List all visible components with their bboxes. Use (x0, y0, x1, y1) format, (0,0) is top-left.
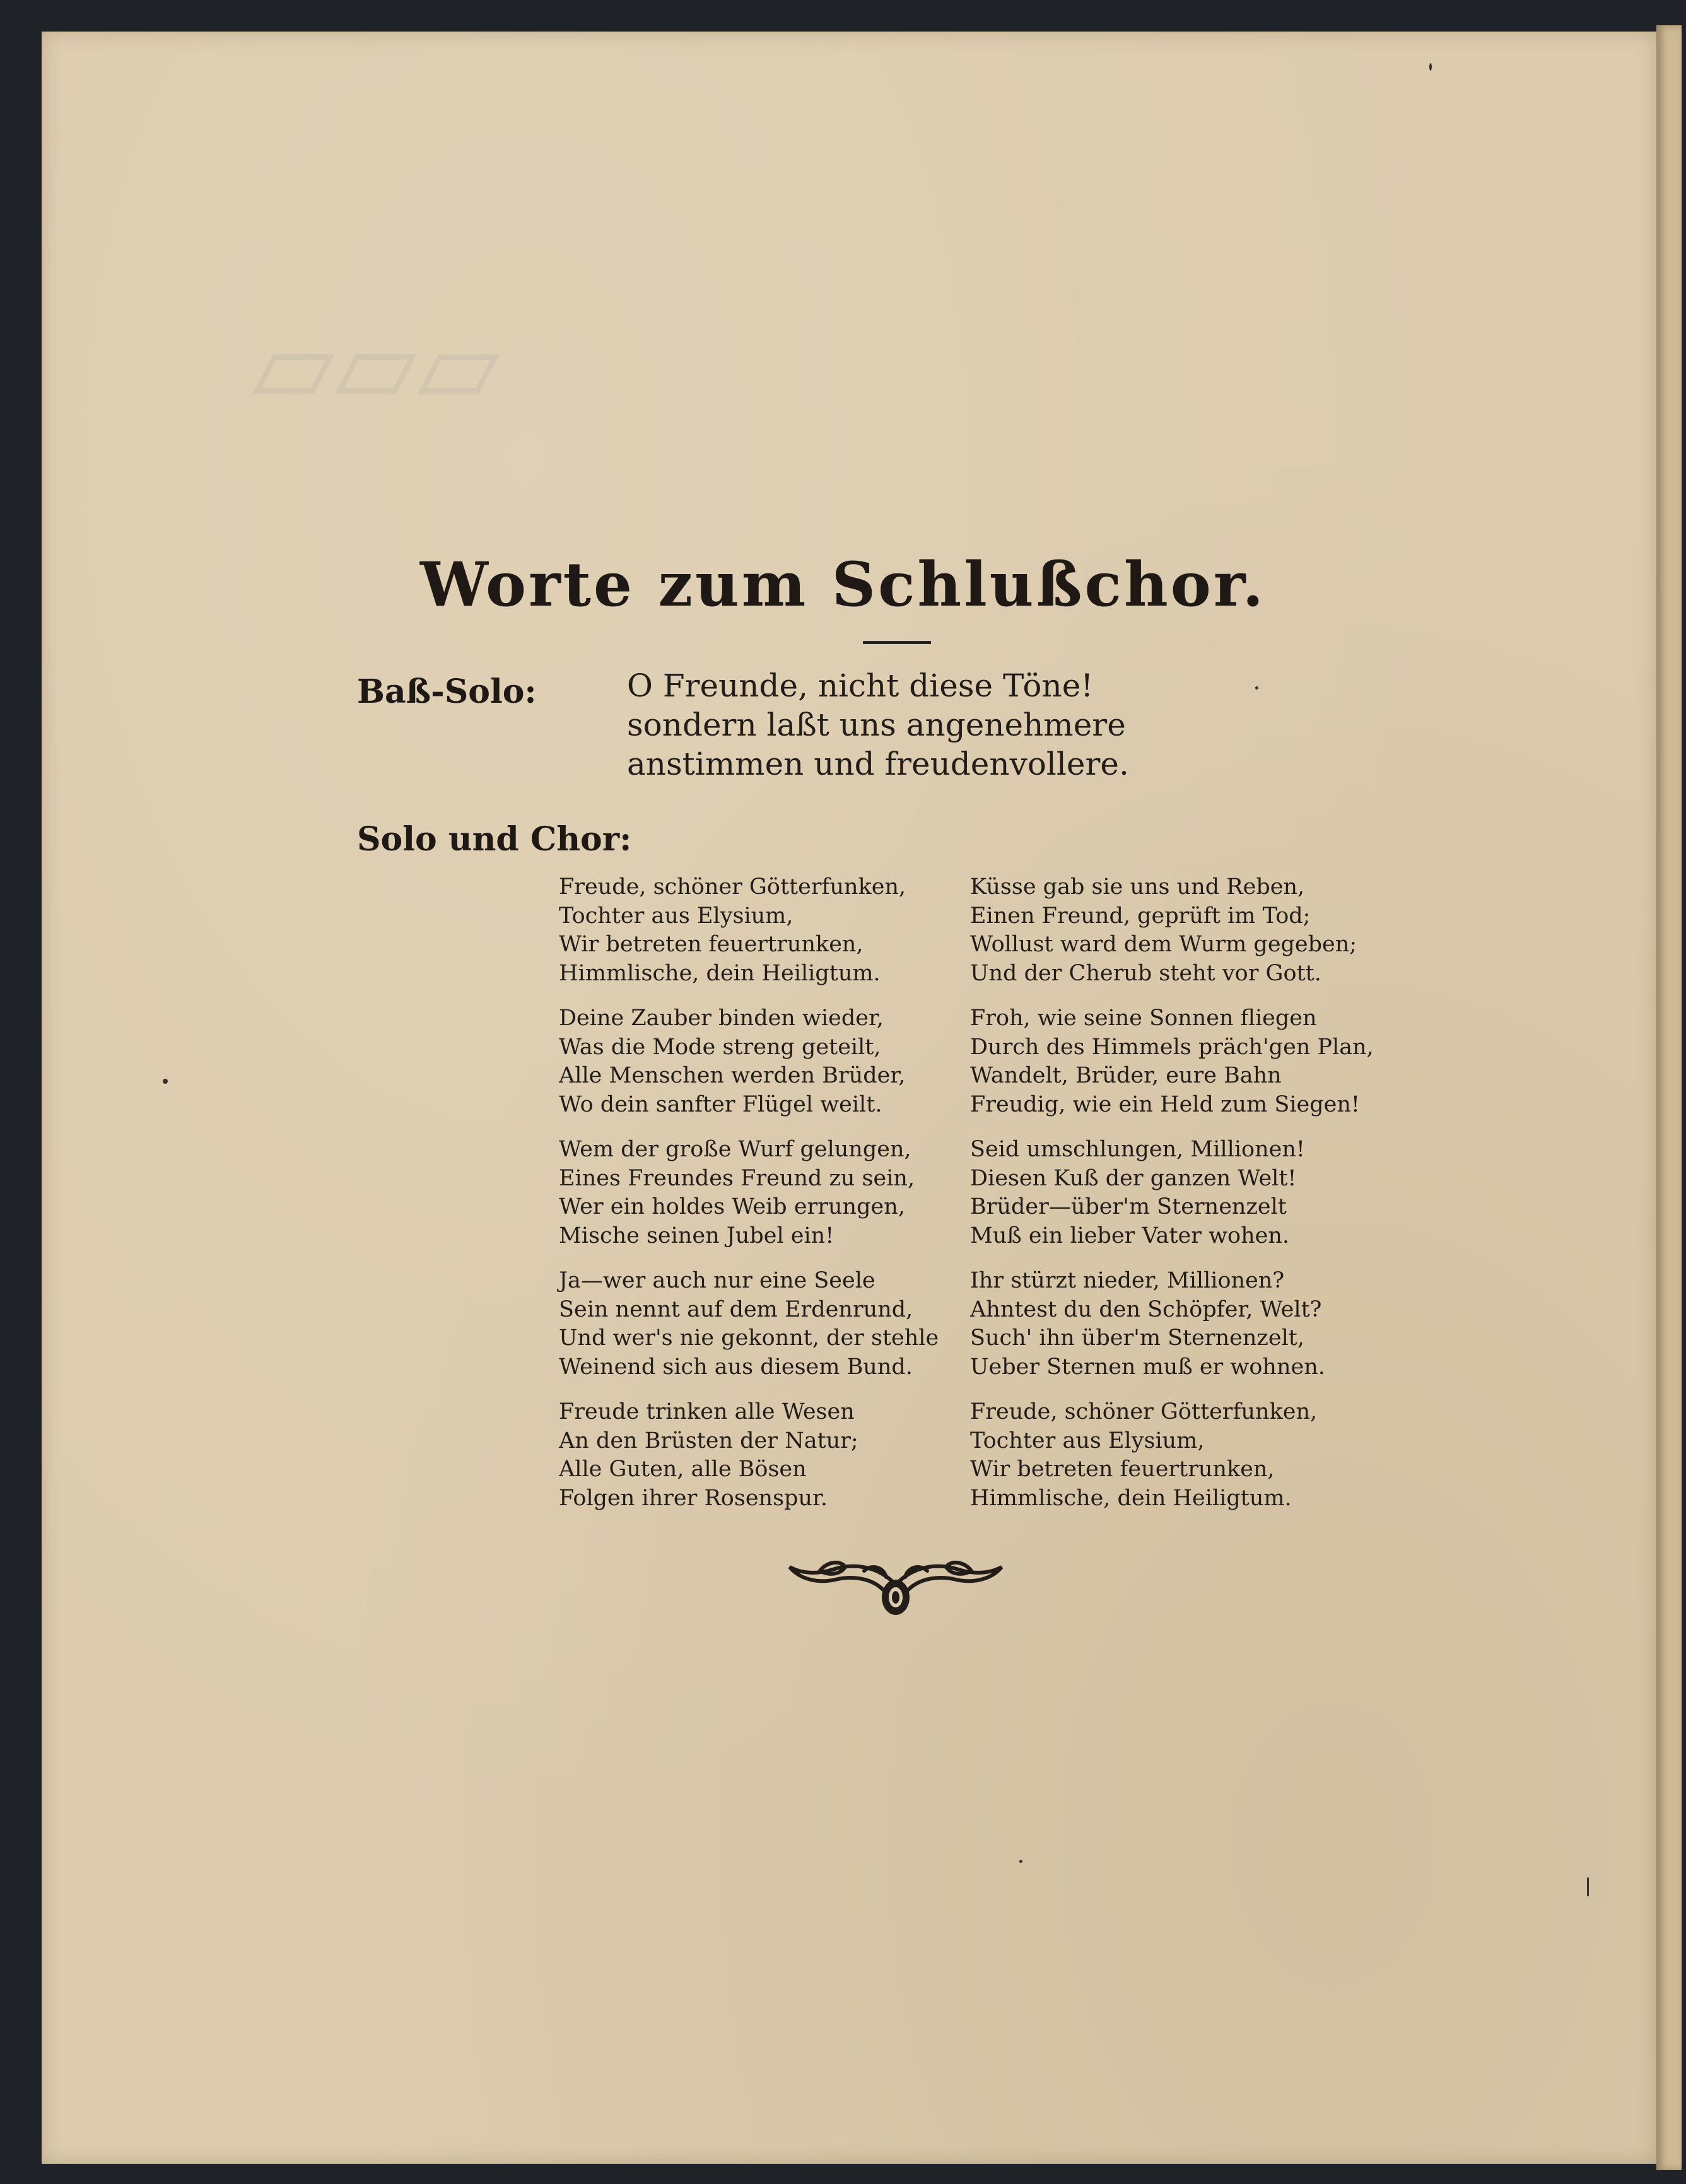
ornamental-flourish-icon (782, 1552, 1009, 1628)
verse-line: Und wer's nie gekonnt, der stehle (559, 1325, 939, 1351)
stanza (559, 1004, 912, 1119)
verse-line: Tochter aus Elysium, (970, 1428, 1205, 1453)
verse-line: Und der Cherub steht vor Gott. (970, 960, 1321, 986)
verse-line: Wem der große Wurf gelungen, (559, 1137, 911, 1162)
stanza (970, 1267, 1323, 1382)
verse-line: Ja—wer auch nur eine Seele (559, 1268, 875, 1293)
stanza (559, 1136, 915, 1250)
verse-line: Freude, schöner Götterfunken, (970, 1399, 1318, 1424)
verse-line: Tochter aus Elysium, (559, 903, 793, 929)
verse-line: Wo dein sanfter Flügel weilt. (559, 1091, 882, 1117)
stanza (970, 873, 1357, 988)
verse-line: Einen Freund, geprüft im Tod; (970, 903, 1311, 929)
verse-line: Deine Zauber binden wieder, (559, 1006, 884, 1031)
solo-und-chor-label: Solo und Chor: (357, 820, 632, 859)
title-rule (863, 641, 931, 644)
ink-speck (1587, 1877, 1589, 1896)
verse-line: Wandelt, Brüder, eure Bahn (970, 1063, 1282, 1088)
verse-line: Ihr stürzt nieder, Millionen? (970, 1268, 1285, 1293)
verse-line: Sein nennt auf dem Erdenrund, (559, 1296, 913, 1322)
bass-solo-line: O Freunde, nicht diese Töne! (627, 667, 1094, 704)
verse-line: Himmlische, dein Heiligtum. (970, 1485, 1292, 1511)
lyrics-right-column (970, 873, 1374, 1529)
ink-speck (1429, 63, 1432, 71)
verse-line: Wir betreten feuertrunken, (559, 932, 863, 957)
bass-solo-label: Baß-Solo: (357, 672, 537, 711)
verse-line: Himmlische, dein Heiligtum. (559, 960, 881, 986)
verse-line: Alle Menschen werden Brüder, (559, 1063, 906, 1088)
verse-line: An den Brüsten der Natur; (559, 1428, 858, 1453)
verse-line: Seid umschlungen, Millionen! (970, 1137, 1305, 1162)
stanza (970, 1136, 1323, 1250)
verse-line: Ueber Sternen muß er wohnen. (970, 1354, 1325, 1380)
page-title: Worte zum Schlußchor. (420, 549, 1266, 620)
verse-line: Folgen ihrer Rosenspur. (559, 1485, 828, 1511)
ink-speck (163, 1079, 168, 1084)
stanza (970, 1004, 1374, 1119)
stanza (559, 1398, 912, 1513)
verse-line: Alle Guten, alle Bösen (559, 1457, 807, 1482)
show-through-bleed: ▱▱▱ (252, 303, 500, 428)
verse-line: Such' ihn über'm Sternenzelt, (970, 1325, 1304, 1351)
ink-speck (1255, 686, 1258, 690)
bass-solo-line: anstimmen und freudenvollere. (627, 746, 1129, 782)
verse-line: Freude, schöner Götterfunken, (559, 874, 906, 900)
verse-line: Wollust ward dem Wurm gegeben; (970, 932, 1357, 957)
verse-line: Durch des Himmels präch'gen Plan, (970, 1034, 1374, 1060)
next-page-edge (1656, 25, 1682, 2170)
verse-line: Brüder—über'm Sternenzelt (970, 1194, 1287, 1219)
verse-line: Mische seinen Jubel ein! (559, 1223, 834, 1248)
verse-line: Wer ein holdes Weib errungen, (559, 1194, 905, 1219)
bass-solo-text (627, 666, 1129, 784)
verse-line: Diesen Kuß der ganzen Welt! (970, 1165, 1297, 1191)
verse-line: Freude trinken alle Wesen (559, 1399, 855, 1424)
ink-speck (1019, 1860, 1022, 1863)
verse-line: Freudig, wie ein Held zum Siegen! (970, 1091, 1360, 1117)
bass-solo-line: sondern laßt uns angenehmere (627, 707, 1126, 743)
lyrics-left-column (559, 873, 939, 1529)
verse-line: Eines Freundes Freund zu sein, (559, 1165, 915, 1191)
verse-line: Küsse gab sie uns und Reben, (970, 874, 1305, 900)
stanza (970, 1398, 1323, 1513)
verse-line: Froh, wie seine Sonnen fliegen (970, 1006, 1317, 1031)
verse-line: Was die Mode streng geteilt, (559, 1034, 881, 1060)
stanza (559, 873, 912, 988)
stanza (559, 1267, 939, 1382)
verse-line: Muß ein lieber Vater wohen. (970, 1223, 1290, 1248)
verse-line: Wir betreten feuertrunken, (970, 1457, 1275, 1482)
verse-line: Ahntest du den Schöpfer, Welt? (970, 1296, 1322, 1322)
verse-line: Weinend sich aus diesem Bund. (559, 1354, 913, 1380)
